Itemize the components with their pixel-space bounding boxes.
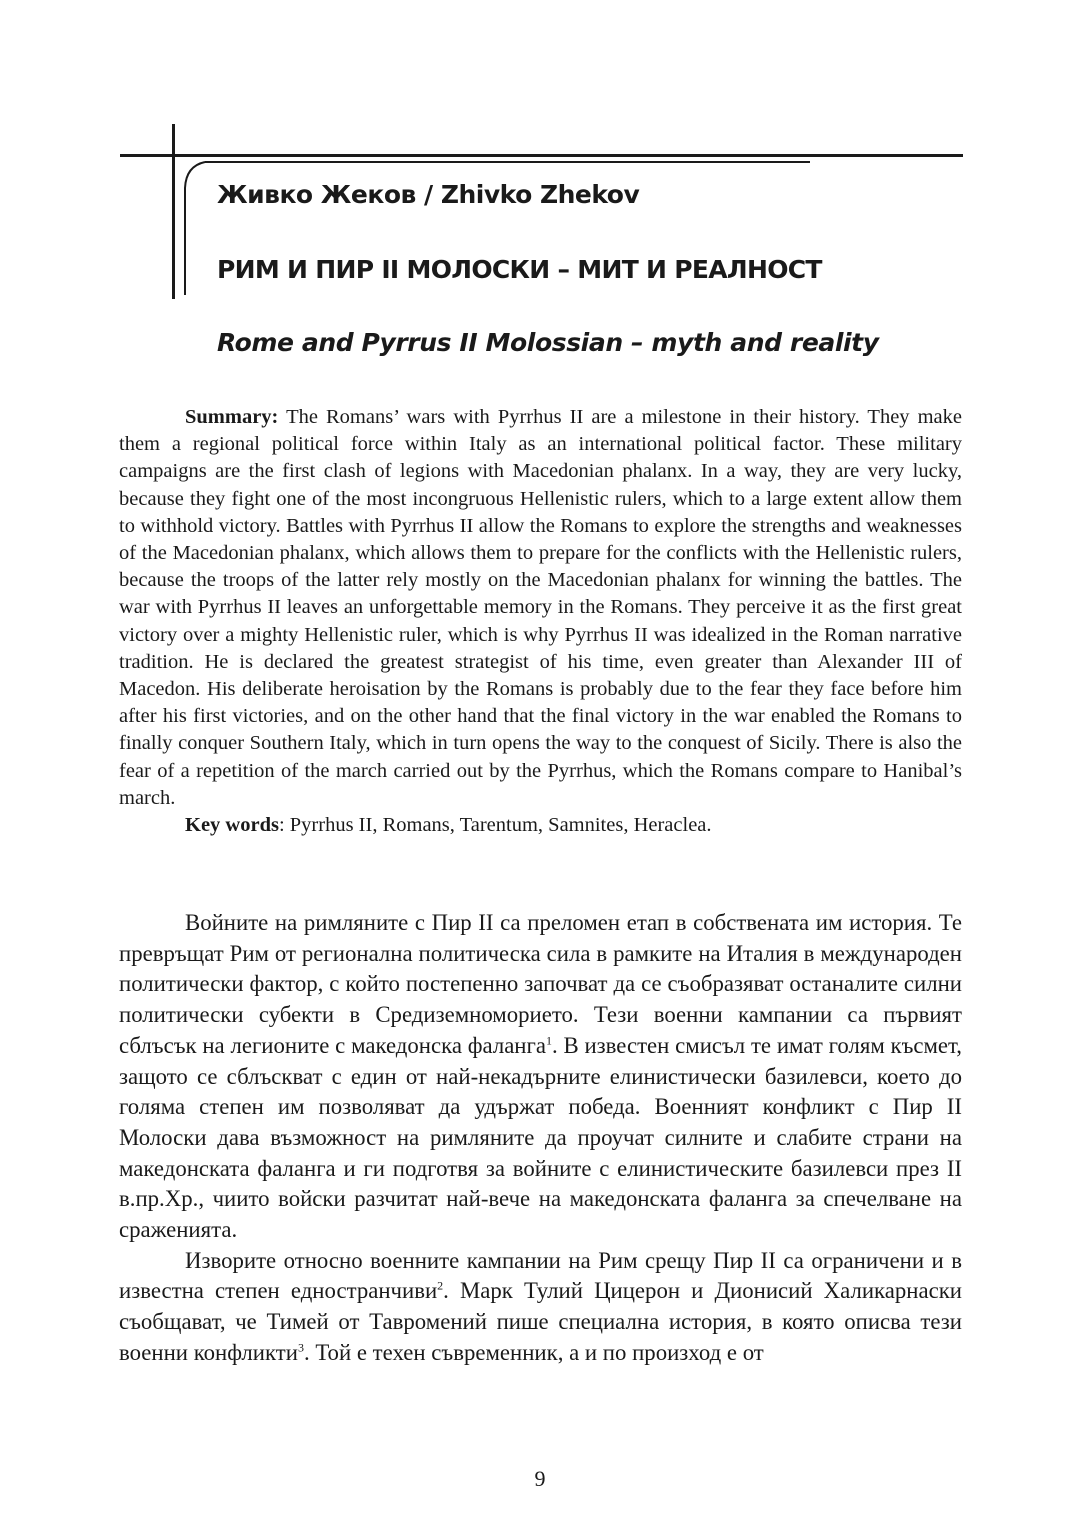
abstract <box>119 404 962 839</box>
body-text-segment: . Марк Тулий Цицерон и Дионисий Халикарнаски съобщават, че Тимей от Тавромений пише специална история, в която описва тези военни конфликти <box>119 1278 962 1365</box>
body-text-segment: . Той е техен съвременник, а и по произход е от <box>303 1339 764 1365</box>
keywords-paragraph <box>119 812 962 839</box>
body-text-segment: Изворите относно военните кампании на Рим срещу Пир II са ограничени и в известна степен едностранчиви <box>119 1247 962 1304</box>
article-body <box>119 908 962 1369</box>
footnote-ref-2: 2 <box>437 1278 444 1293</box>
header-corner-curve <box>180 160 220 295</box>
body-paragraph-2 <box>119 1246 962 1369</box>
keywords-text: : Pyrrhus II, Romans, Tarentum, Samnites, Heraclea. <box>278 814 712 837</box>
keywords-label: Key words <box>185 814 279 837</box>
header-rule-inner <box>205 161 810 163</box>
body-text-segment: . В известен смисъл те имат голям късмет, защото се сблъскват с един от най-некадърните елинистически базилевси, което до голяма степен им позволяват да удържат победа. Военният конфликт с Пир II Молоски дава възможност на римляните да проучат силните и слабите страни на македонската фаланга и ги подготвя за войните с елинистическите базилевси през II в.пр.Хр., чиито войски разчитат най-вече на македонската фаланга за спечелване на сраженията. <box>119 1032 962 1243</box>
body-text-segment: Войните на римляните с Пир II са преломен етап в собствената им история. Те превръщат Рим от регионална политическа сила в рамките на Италия в международен политически фактор, с който постепенно започват да се съобразяват останалите силни политически субекти в Средиземноморието. Тези военни кампании са първият сблъсък на легионите с македонска фаланга <box>119 910 962 1058</box>
body-paragraph-1 <box>119 908 962 1246</box>
author-name: Живко Жеков / Zhivko Zhekov <box>217 180 640 209</box>
article-title-bulgarian: РИМ И ПИР II МОЛОСКИ – МИТ И РЕАЛНОСТ <box>217 255 822 284</box>
summary-paragraph <box>119 404 962 812</box>
footnote-ref-3: 3 <box>297 1340 304 1355</box>
summary-label: Summary: <box>185 406 279 428</box>
footnote-ref-1: 1 <box>545 1033 552 1048</box>
header-rule-top <box>120 154 963 157</box>
article-title-english: Rome and Pyrrus II Molossian – myth and reality <box>217 328 879 357</box>
summary-text: The Romans’ wars with Pyrrhus II are a milestone in their history. They make them a regional political force within Italy as an international political factor. These military campaigns are the first clash of legions with Macedonian phalanx. In a way, they are very lucky, because they fight one of the most incongruous Hellenistic rulers, which to a large extent allow them to withhold victory. Battles with Pyrrhus II allow the Romans to explore the strengths and weaknesses of the Macedonian phalanx, which allows them to prepare for the conflicts with the Hellenistic rulers, because the troops of the latter rely mostly on the Macedonian phalanx for winning the battles. The war with Pyrrhus II leaves an unforgettable memory in the Romans. They perceive it as the first great victory over a mighty Hellenistic ruler, which is why Pyrrhus II was idealized in the Roman narrative tradition. He is declared the greatest strategist of his time, even greater than Alexander III of Macedon. His deliberate heroisation by the Romans is probably due to the fear they face before him after his first victories, and on the other hand that the final victory in the war enabled the Romans to finally conquer Southern Italy, which in turn opens the way to the conquest of Sicily. There is also the fear of a repetition of the march carried out by the Pyrrhus, which the Romans compare to Hanibal’s march. <box>119 406 962 809</box>
page-number: 9 <box>534 1466 546 1491</box>
header-rule-vertical <box>172 124 175 299</box>
